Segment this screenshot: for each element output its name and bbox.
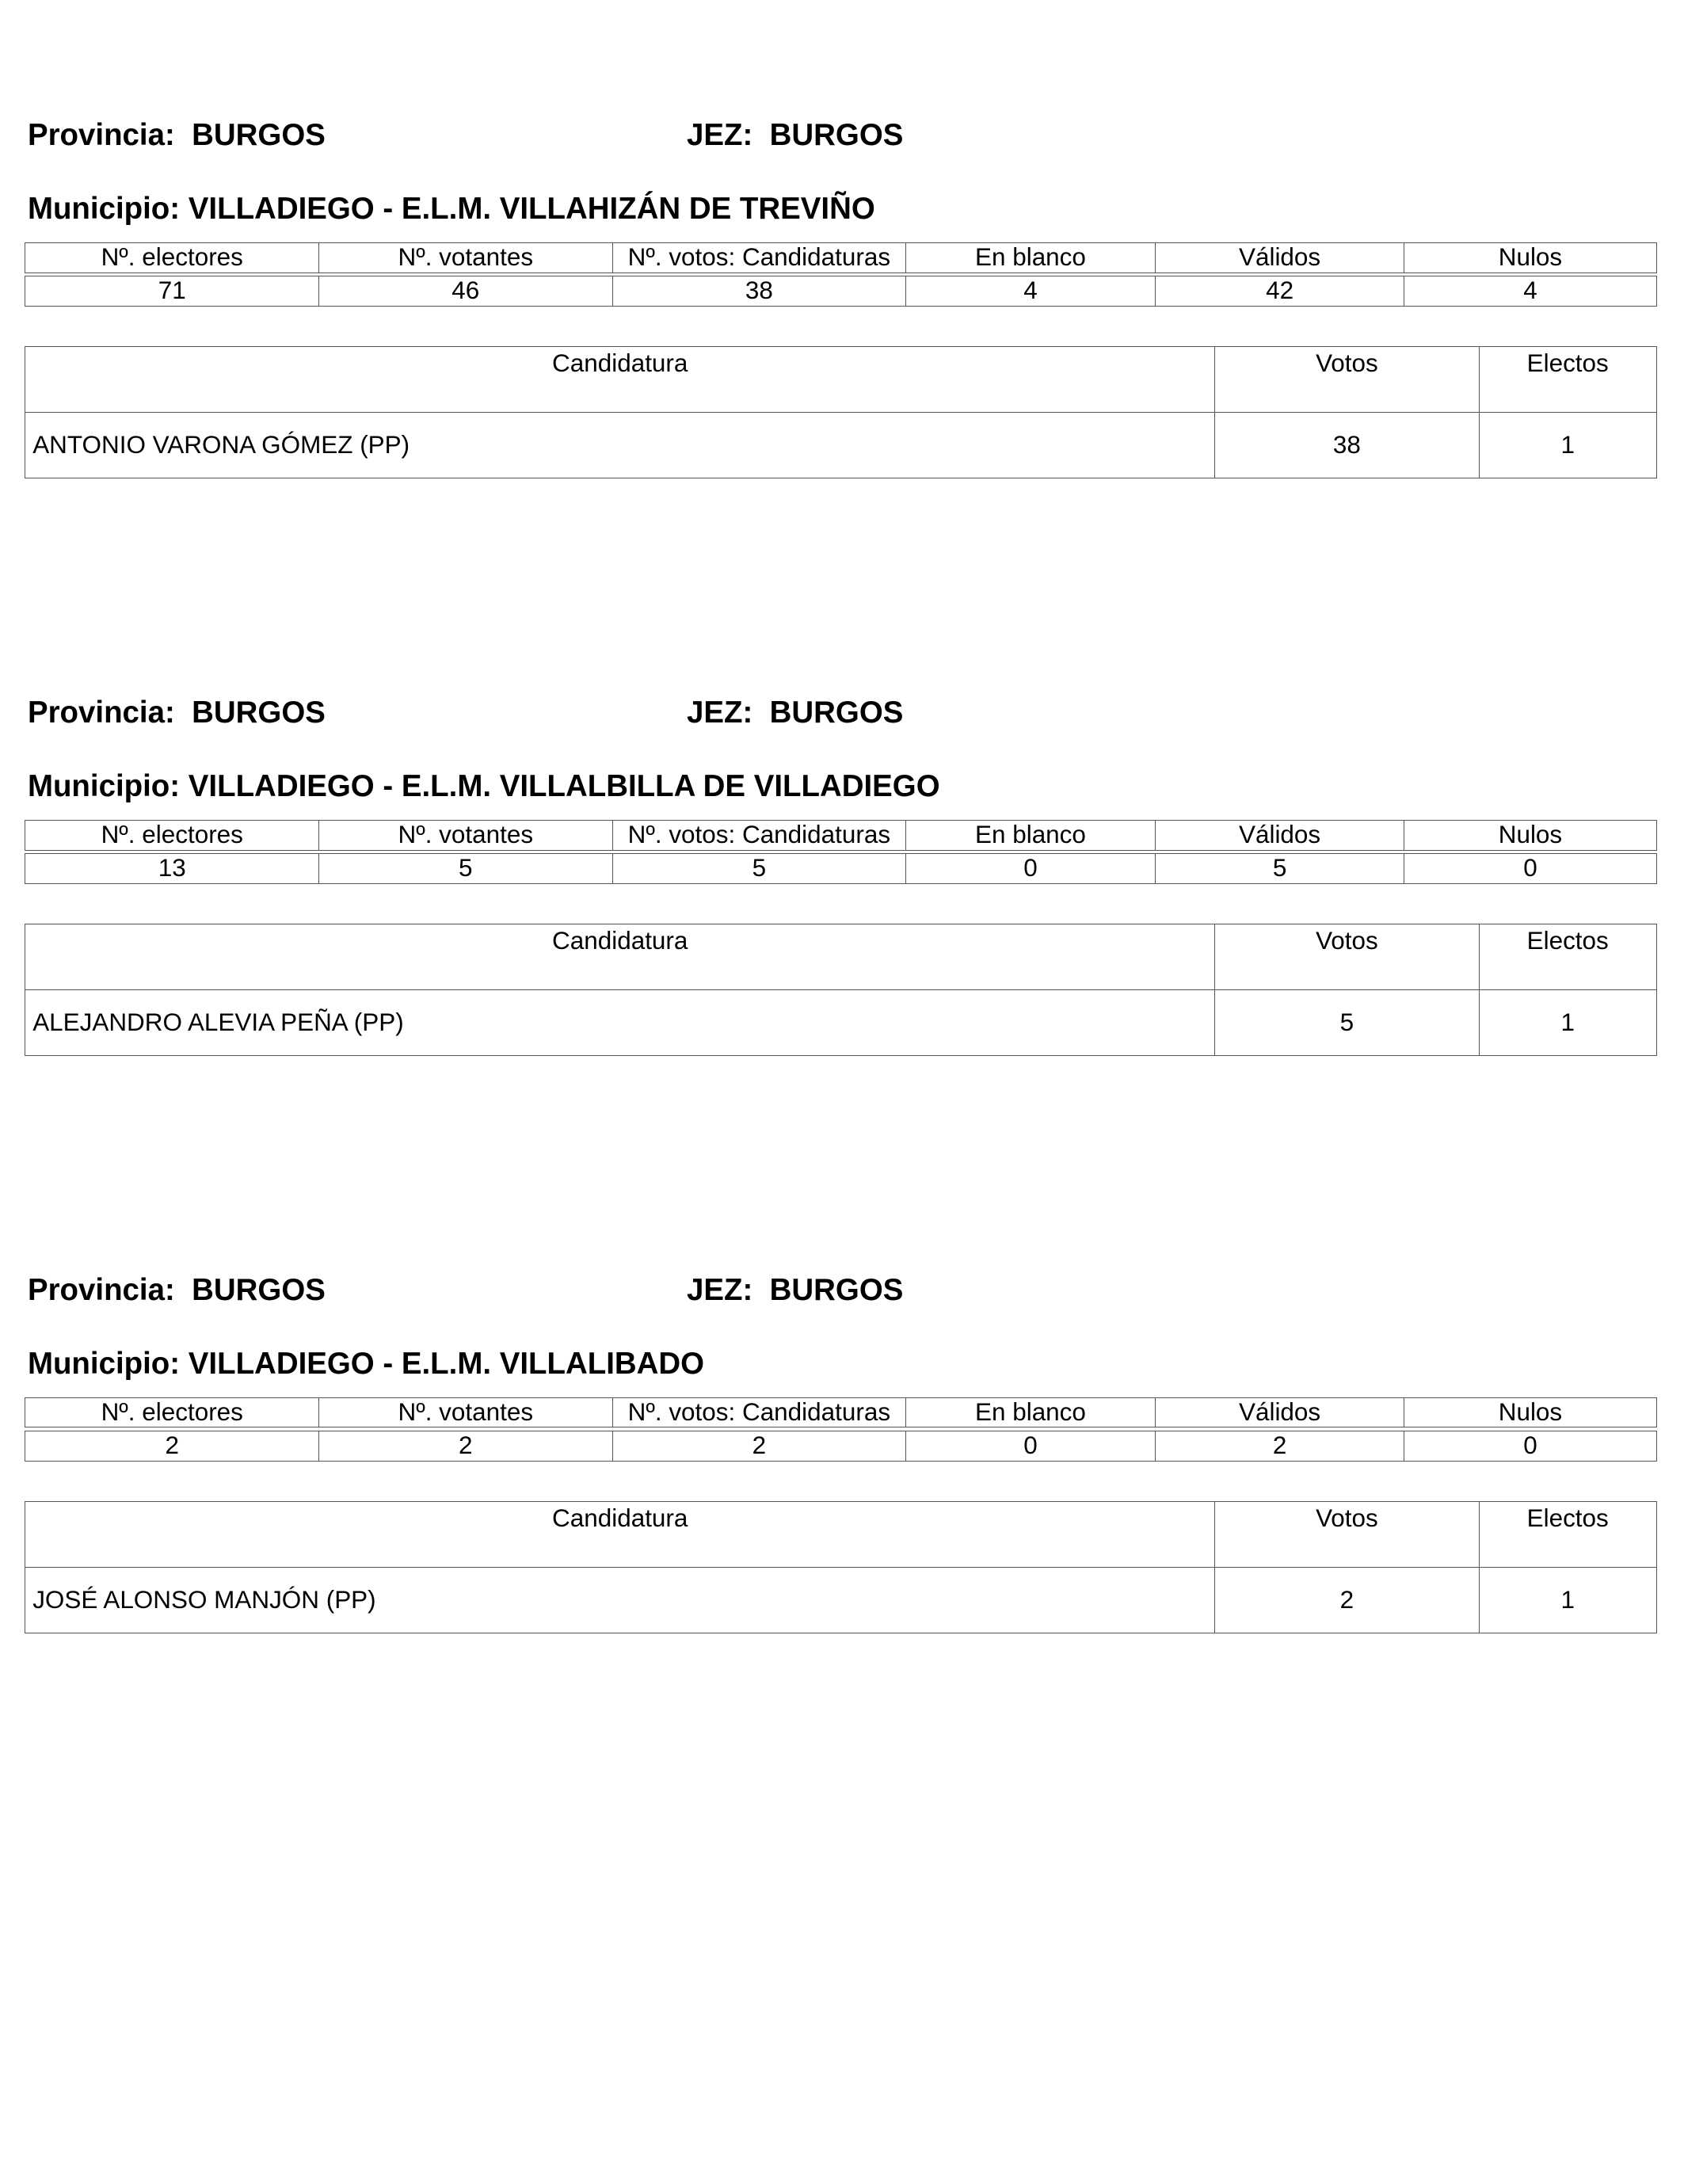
stats-value-row [25,276,1656,307]
jez-value: BURGOS [769,1273,904,1308]
value-votantes: 46 [319,276,613,307]
stats-header-row [25,820,1656,850]
candidate-votos: 2 [1214,1567,1479,1633]
candidates-table [25,1501,1656,1633]
municipio-label: Municipio: [27,768,181,803]
header-votantes: Nº. votantes [319,242,613,273]
value-en-blanco: 0 [906,1431,1156,1461]
header-nulos: Nulos [1404,820,1656,850]
value-validos: 2 [1155,1431,1404,1461]
jez-value: BURGOS [769,696,904,730]
stats-value-row [25,1431,1656,1461]
value-votos-candidaturas: 5 [612,853,906,883]
header-en-blanco: En blanco [906,820,1156,850]
municipio-line [28,770,940,803]
stats-header-row [25,242,1656,273]
header-nulos: Nulos [1404,1397,1656,1427]
provincia-line [27,1273,904,1308]
municipio-label: Municipio: [27,1346,181,1381]
jez-group [687,1274,903,1307]
candidate-votos: 5 [1214,990,1479,1056]
provincia-line [27,118,904,153]
header-candidatura: Candidatura [25,346,1215,412]
provincia-label: Provincia: [27,118,175,153]
header-electos: Electos [1479,346,1656,412]
jez-group [687,119,903,152]
header-votos-candidaturas: Nº. votos: Candidaturas [612,820,906,850]
stats-value-row [25,853,1656,883]
header-nulos: Nulos [1404,242,1656,273]
provincia-value: BURGOS [192,118,326,153]
candidates-header-row [25,924,1656,989]
value-votos-candidaturas: 2 [612,1431,906,1461]
municipio-line [28,1347,704,1381]
value-votantes: 5 [319,853,613,883]
header-electores: Nº. electores [25,242,319,273]
jez-label: JEZ: [686,118,753,153]
value-electores: 2 [25,1431,319,1461]
candidates-header-row [25,346,1656,412]
provincia-label: Provincia: [27,1273,175,1308]
candidates-table [25,924,1656,1056]
header-en-blanco: En blanco [906,1397,1156,1427]
value-electores: 13 [25,853,319,883]
candidate-name: JOSÉ ALONSO MANJÓN (PP) [25,1567,1215,1633]
stats-table [25,820,1656,884]
header-electores: Nº. electores [25,1397,319,1427]
stats-table [25,1397,1656,1462]
provincia-value: BURGOS [192,696,326,730]
provincia-value: BURGOS [192,1273,326,1308]
header-votos: Votos [1214,1501,1479,1567]
value-validos: 42 [1155,276,1404,307]
value-validos: 5 [1155,853,1404,883]
provincia-line [27,696,904,730]
header-votantes: Nº. votantes [319,1397,613,1427]
municipio-value: VILLADIEGO - E.L.M. VILLALIBADO [188,1346,705,1381]
jez-group [687,696,903,730]
value-nulos: 4 [1404,276,1656,307]
value-votos-candidaturas: 38 [612,276,906,307]
value-en-blanco: 4 [906,276,1156,307]
candidates-table [25,346,1656,478]
header-votos: Votos [1214,346,1479,412]
candidate-electos: 1 [1479,413,1656,478]
municipio-value: VILLADIEGO - E.L.M. VILLALBILLA DE VILLADIEGO [188,768,940,803]
candidate-electos: 1 [1479,1567,1656,1633]
header-en-blanco: En blanco [906,242,1156,273]
municipio-line [28,192,875,226]
value-en-blanco: 0 [906,853,1156,883]
value-votantes: 2 [319,1431,613,1461]
value-electores: 71 [25,276,319,307]
header-votantes: Nº. votantes [319,820,613,850]
candidate-row [25,990,1656,1056]
header-electores: Nº. electores [25,820,319,850]
jez-label: JEZ: [686,1273,753,1308]
header-candidatura: Candidatura [25,1501,1215,1567]
municipio-label: Municipio: [27,191,181,226]
header-candidatura: Candidatura [25,924,1215,989]
municipio-value: VILLADIEGO - E.L.M. VILLAHIZÁN DE TREVIÑO [188,191,875,226]
header-validos: Válidos [1155,1397,1404,1427]
header-electos: Electos [1479,1501,1656,1567]
header-votos-candidaturas: Nº. votos: Candidaturas [612,242,906,273]
candidate-electos: 1 [1479,990,1656,1056]
candidate-votos: 38 [1214,413,1479,478]
jez-value: BURGOS [769,118,904,153]
header-validos: Válidos [1155,820,1404,850]
header-electos: Electos [1479,924,1656,989]
candidate-name: ANTONIO VARONA GÓMEZ (PP) [25,413,1215,478]
jez-label: JEZ: [686,696,753,730]
candidate-row [25,413,1656,478]
value-nulos: 0 [1404,1431,1656,1461]
value-nulos: 0 [1404,853,1656,883]
candidate-row [25,1567,1656,1633]
header-votos: Votos [1214,924,1479,989]
provincia-label: Provincia: [27,696,175,730]
header-validos: Válidos [1155,242,1404,273]
header-votos-candidaturas: Nº. votos: Candidaturas [612,1397,906,1427]
stats-header-row [25,1397,1656,1427]
stats-table [25,242,1656,307]
candidate-name: ALEJANDRO ALEVIA PEÑA (PP) [25,990,1215,1056]
candidates-header-row [25,1501,1656,1567]
